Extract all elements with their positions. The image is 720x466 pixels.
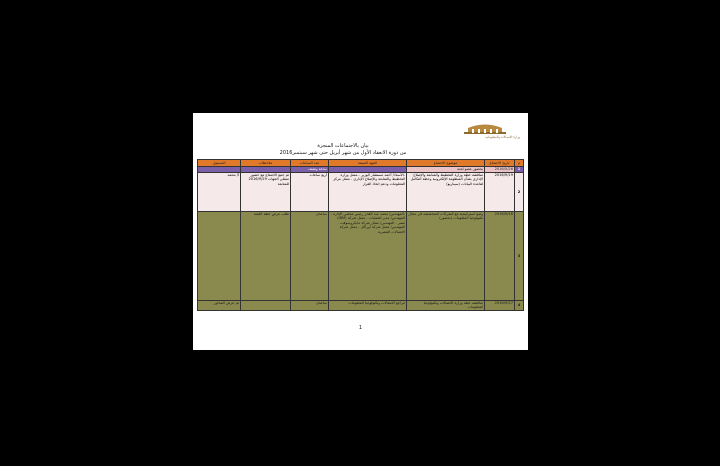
- meeting-date: 2016/9/19: [485, 173, 515, 212]
- table-header-row: [198, 160, 524, 167]
- col-header: الجهة الضيفة: [329, 160, 407, 167]
- meeting-topic: بحضور عضو لجنة: [407, 167, 485, 173]
- logo-caption: وزارة الاتصالات والمعلوماتية: [485, 135, 520, 139]
- col-header: تاريخ الاجتماع: [485, 160, 515, 167]
- doc-title: بيان بالاجتماعات المنجزة: [317, 143, 369, 149]
- col-header: ملاحظات: [241, 160, 291, 167]
- row-number: 2: [515, 173, 524, 212]
- responsible: [198, 212, 241, 301]
- table-row: [198, 212, 524, 301]
- responsible: تم عرض المحاور: [198, 301, 241, 311]
- col-header: عدد الساعات: [291, 160, 329, 167]
- ministry-logo: [450, 121, 520, 143]
- meeting-date: 2016/5/26: [485, 167, 515, 173]
- meeting-topic: مناقشة خطة وزارة الاتصالات وتكنولوجيا المعلومات: [407, 301, 485, 311]
- notes: طلب عرض خطة اللجنة: [241, 212, 291, 301]
- col-header: موضوع الاجتماع: [407, 160, 485, 167]
- hours: أربع ساعات: [291, 173, 329, 212]
- meetings-table: [197, 159, 524, 311]
- guest-party: مراجع الاتصالات وتكنولوجيا المعلومات: [329, 301, 407, 311]
- row-number: 1: [515, 167, 524, 173]
- document-page: [193, 113, 528, 350]
- hours: ساعتان: [291, 301, 329, 311]
- meeting-topic: وضع استراتيجية مع الشركات المتخصصة في مجال تكنولوجيا المعلومات (بحضور): [407, 212, 485, 301]
- row-number: 3: [515, 212, 524, 301]
- responsible: أ/ محمد: [198, 173, 241, 212]
- meeting-date: 2016/9/27: [485, 301, 515, 311]
- notes: تم جمع الاجتماع مع حضور ممثلي الجهات 2016/9/29 للمتابعة: [241, 173, 291, 212]
- hours: ساعتان: [291, 212, 329, 301]
- meeting-date: 2016/9/18: [485, 212, 515, 301]
- guest-party: -الأستاذ/ أحمد مستشار الوزير - ممثل وزارة التخطيط والمتابعة والإصلاح الإداري - ممثل مركز المعلومات ودعم اتخاذ القرار: [329, 173, 407, 212]
- col-header: م: [515, 160, 524, 167]
- page-number: 1: [358, 325, 363, 331]
- doc-subtitle: من دورة الانعقاد الأول من شهر أبريل حتى شهر سبتمبر2016: [279, 150, 407, 156]
- hours: ساعة ونصف: [291, 167, 329, 173]
- building-logo-icon: [450, 121, 520, 135]
- table-row: [198, 301, 524, 311]
- col-header: المسئول: [198, 160, 241, 167]
- notes: [241, 301, 291, 311]
- meeting-topic: مناقشة خطة وزارة التخطيط والمتابعة والإصلاح الإداري بشأن المنظومة الإلكترونية وخطة التكامل لقاعدة البيانات (سيناريو): [407, 173, 485, 212]
- row-number: 4: [515, 301, 524, 311]
- table-row: [198, 173, 524, 212]
- guest-party: -المهندس/ محمد عبد القادر رئيس مجلس الإدارة - المهندس/ مدير العمليات - ممثل شركة (IBM) مصر - المهندس/ ممثل شركة مايكروسوفت - المهندس/ ممثل شركة أوراكل - ممثل شركة الاتصالات المصرية: [329, 212, 407, 301]
